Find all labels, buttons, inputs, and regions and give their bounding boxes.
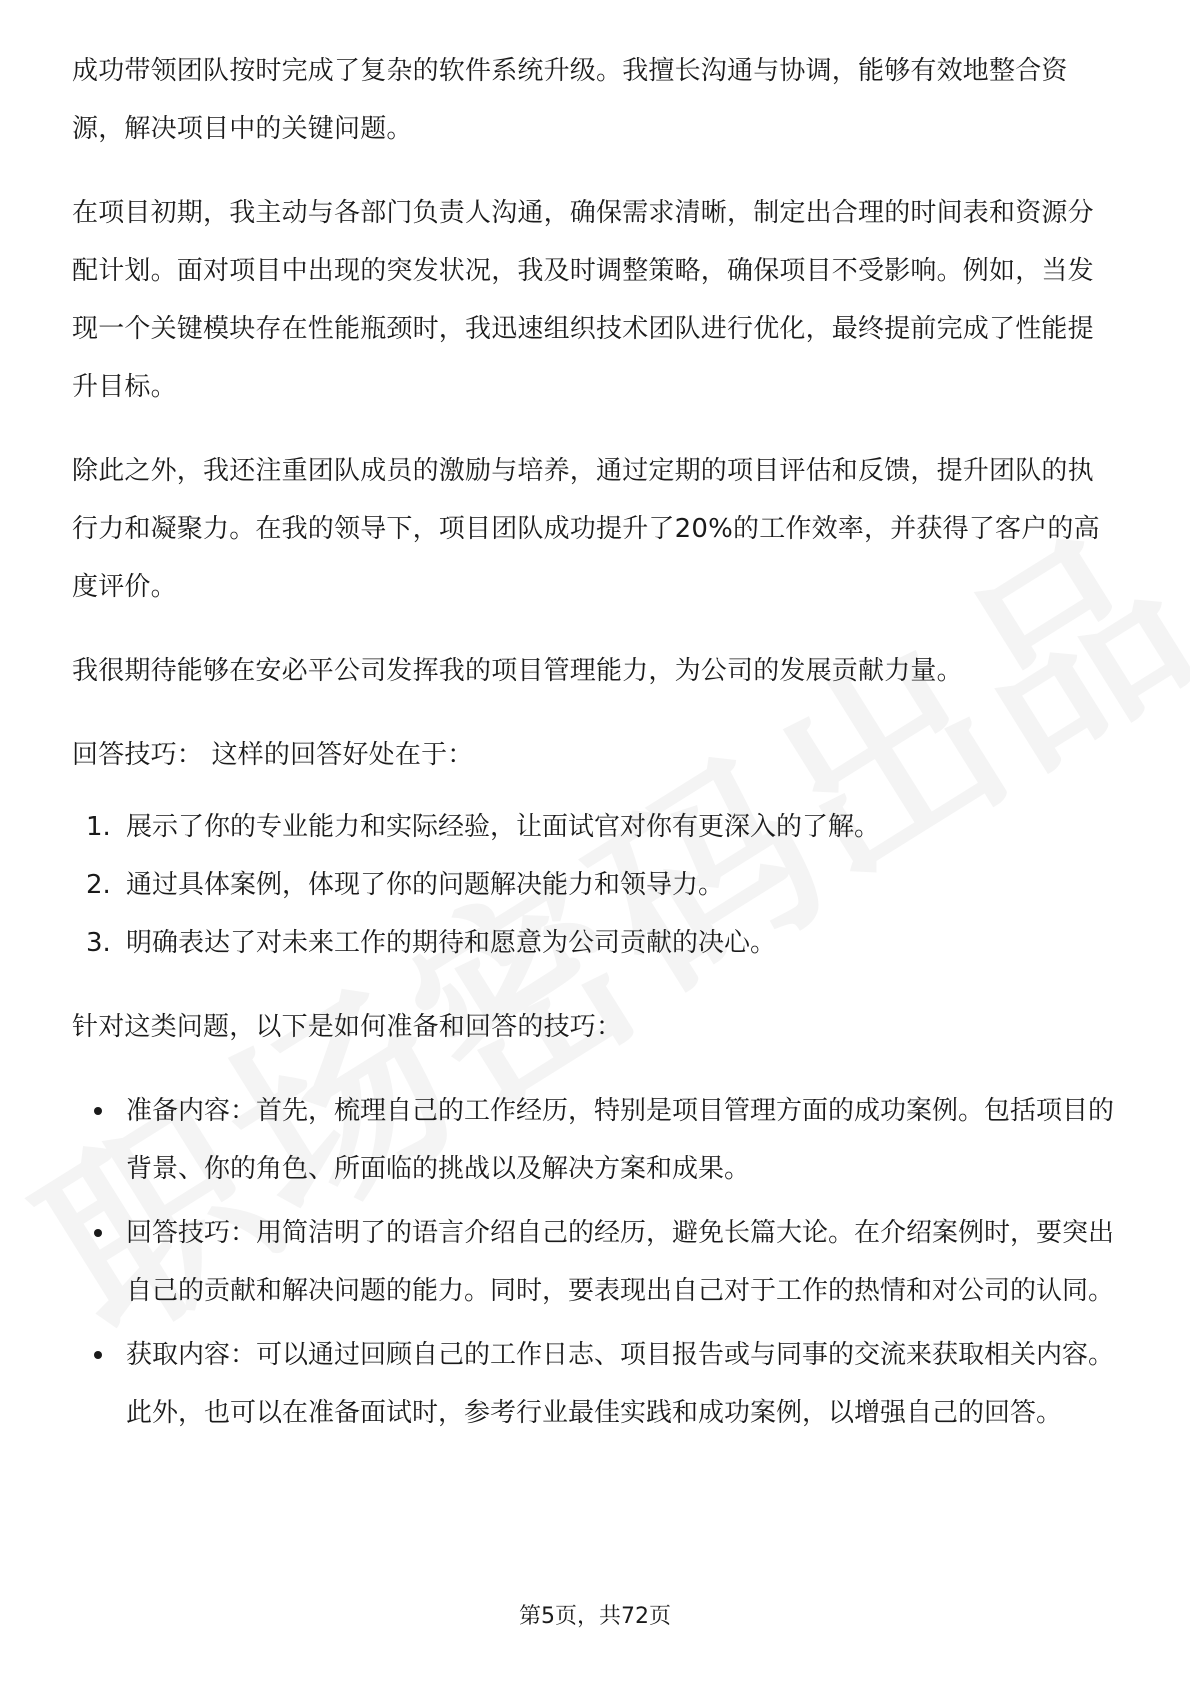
bullet-icon: [94, 1107, 102, 1115]
list-item: [72, 798, 1118, 856]
list-number: 1.: [86, 812, 111, 842]
list-number: 2.: [86, 870, 111, 900]
document-body: [72, 42, 1118, 1448]
list-number: 3.: [86, 928, 111, 958]
list-item: [72, 1082, 1118, 1198]
prep-intro: 针对这类问题，以下是如何准备和回答的技巧：: [72, 1012, 623, 1042]
list-item-text: 准备内容：首先，梳理自己的工作经历，特别是项目管理方面的成功案例。包括项目的背景、你的角色、所面临的挑战以及解决方案和成果。: [126, 1096, 1115, 1184]
list-item: [72, 914, 1118, 972]
list-item-text: 回答技巧：用简洁明了的语言介绍自己的经历，避免长篇大论。在介绍案例时，要突出自己的贡献和解决问题的能力。同时，要表现出自己对于工作的热情和对公司的认同。: [126, 1218, 1115, 1306]
list-item-text: 通过具体案例，体现了你的问题解决能力和领导力。: [126, 870, 725, 900]
paragraph: 我很期待能够在安必平公司发挥我的项目管理能力，为公司的发展贡献力量。: [72, 656, 963, 686]
list-item: [72, 856, 1118, 914]
bullet-list: [72, 1082, 1118, 1442]
bullet-icon: [94, 1229, 102, 1237]
page-number-footer: 第5页，共72页: [519, 1604, 671, 1629]
list-item: [72, 1326, 1118, 1442]
bullet-icon: [94, 1351, 102, 1359]
list-item-text: 展示了你的专业能力和实际经验，让面试官对你有更深入的了解。: [126, 812, 881, 842]
list-item-text: 明确表达了对未来工作的期待和愿意为公司贡献的决心。: [126, 928, 777, 958]
paragraph: 除此之外，我还注重团队成员的激励与培养，通过定期的项目评估和反馈，提升团队的执行力和凝聚力。在我的领导下，项目团队成功提升了20%的工作效率，并获得了客户的高度评价。: [72, 456, 1100, 602]
paragraph: 在项目初期，我主动与各部门负责人沟通，确保需求清晰，制定出合理的时间表和资源分配计划。面对项目中出现的突发状况，我及时调整策略，确保项目不受影响。例如，当发现一个关键模块存在性能瓶颈时，我迅速组织技术团队进行优化，最终提前完成了性能提升目标。: [72, 198, 1094, 402]
tips-intro: 回答技巧： 这样的回答好处在于：: [72, 740, 474, 770]
list-item-text: 获取内容：可以通过回顾自己的工作日志、项目报告或与同事的交流来获取相关内容。此外，也可以在准备面试时，参考行业最佳实践和成功案例，以增强自己的回答。: [126, 1340, 1115, 1428]
numbered-list: [72, 798, 1118, 972]
list-item: [72, 1204, 1118, 1320]
paragraph: 成功带领团队按时完成了复杂的软件系统升级。我擅长沟通与协调，能够有效地整合资源，解决项目中的关键问题。: [72, 56, 1068, 144]
